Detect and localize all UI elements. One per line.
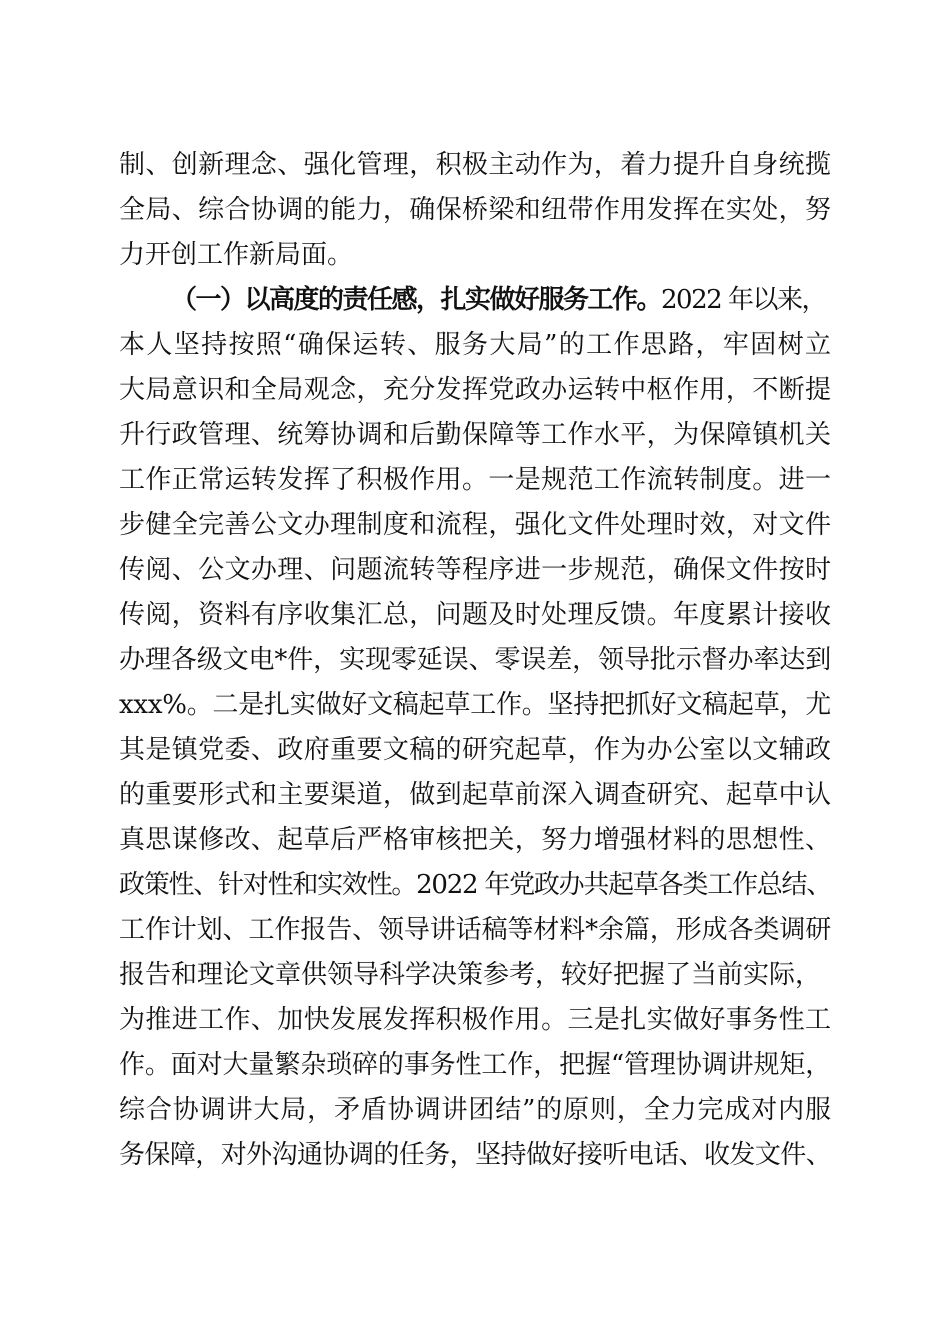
text-line: 为推进工作、加快发展发挥积极作用。三是扎实做好事务性工 — [119, 1005, 831, 1035]
text-line: 传阅、公文办理、问题流转等程序进一步规范，确保文件按时 — [119, 555, 831, 585]
section-heading: （一）以高度的责任感，扎实做好服务工作。 — [171, 285, 662, 315]
text-line: 报告和理论文章供领导科学决策参考，较好把握了当前实际， — [119, 960, 822, 990]
text-line: 工作计划、工作报告、领导讲话稿等材料*余篇，形成各类调研 — [119, 915, 831, 945]
text-line: 的重要形式和主要渠道，做到起草前深入调查研究、起草中认 — [119, 780, 831, 810]
text-line: 本人坚持按照“确保运转、服务大局”的工作思路，牢固树立 — [119, 330, 831, 360]
text-line: 传阅，资料有序收集汇总，问题及时处理反馈。年度累计接收 — [119, 600, 831, 630]
text-line: 政策性、针对性和实效性。2022 年党政办共起草各类工作总结、 — [119, 870, 831, 900]
text-line: 升行政管理、统筹协调和后勤保障等工作水平，为保障镇机关 — [119, 420, 831, 450]
text-line — [171, 278, 831, 322]
text-line: 大局意识和全局观念，充分发挥党政办运转中枢作用，不断提 — [119, 375, 831, 405]
text-line: 工作正常运转发挥了积极作用。一是规范工作流转制度。进一 — [119, 465, 831, 495]
text-line: 综合协调讲大局，矛盾协调讲团结”的原则，全力完成对内服 — [119, 1095, 831, 1125]
text-line: 务保障，对外沟通协调的任务，坚持做好接听电话、收发文件、 — [119, 1140, 831, 1170]
text-line: 其是镇党委、政府重要文稿的研究起草，作为办公室以文辅政 — [119, 735, 831, 765]
text-line: 作。面对大量繁杂琐碎的事务性工作，把握“管理协调讲规矩， — [119, 1050, 831, 1080]
text-line: 真思谋修改、起草后严格审核把关，努力增强材料的思想性、 — [119, 825, 831, 855]
text-line: xxx%。二是扎实做好文稿起草工作。坚持把抓好文稿起草，尤 — [119, 690, 831, 720]
text-line: 制、创新理念、强化管理，积极主动作为，着力提升自身统揽 — [119, 150, 831, 180]
section-heading-rest: 2022 年以来， — [661, 285, 826, 315]
text-line: 全局、综合协调的能力，确保桥梁和纽带作用发挥在实处，努 — [119, 195, 831, 225]
text-line: 力开创工作新局面。 — [119, 240, 354, 270]
text-line: 办理各级文电*件，实现零延误、零误差，领导批示督办率达到 — [119, 645, 831, 675]
text-line: 步健全完善公文办理制度和流程，强化文件处理时效，对文件 — [119, 510, 831, 540]
